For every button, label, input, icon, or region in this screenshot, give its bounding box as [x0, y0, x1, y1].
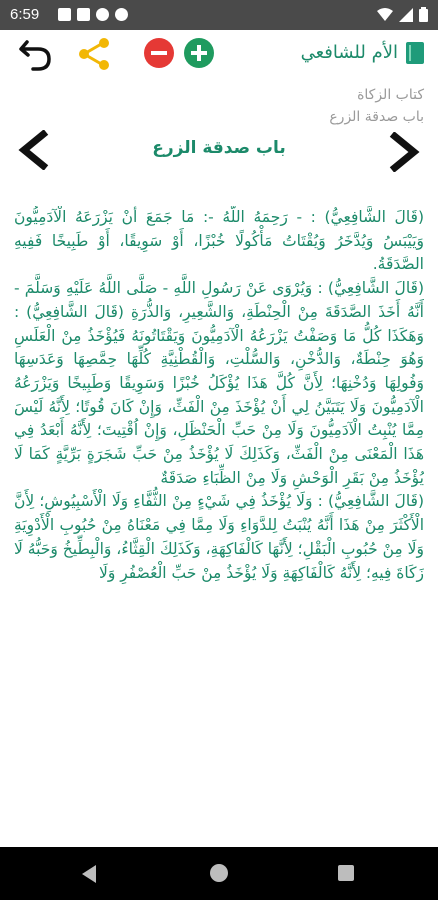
undo-icon[interactable]: [18, 36, 54, 72]
app-notification-icon: [77, 8, 90, 21]
next-chapter-icon[interactable]: [386, 132, 420, 172]
chapter-navigation: [0, 130, 438, 174]
notification-icons: [58, 8, 128, 21]
download-icon: [115, 8, 128, 21]
app-title: الأم للشافعي: [300, 42, 398, 63]
signal-icon: [399, 8, 413, 22]
status-time: 6:59: [10, 6, 40, 23]
status-bar: [0, 0, 438, 30]
minus-icon: [144, 38, 174, 68]
recent-apps-icon[interactable]: [338, 865, 354, 881]
breadcrumb-chapter[interactable]: باب صدقة الزرع: [329, 109, 424, 125]
chapter-title: باب صدقة الزرع: [152, 138, 286, 158]
text-paragraph: (قَالَ الشَّافِعِيُّ) : وَيُرْوَى عَنْ رَسُولِ اللَّهِ - صَلَّى اللَّهُ عَلَيْهِ وَسَلَّمَ - أَنَّهُ أَخَذَ الصَّدَقَةَ مِنْ الْحِنْطَةِ، وَالشَّعِيرِ، وَالذُّرَةِ (قَالَ الشَّافِعِيُّ) : وَهَكَذَا كُلُّ مَا وَصَفْتُ يَزْرَعُهُ الْآدَمِيُّونَ وَيَقْتَاتُونَهُ فَيُؤْخَذُ مِنْ الْعَلَسِ وَهُوَ حِنْطَةٌ، وَالدُّخْنِ، وَالسُّلْتِ، وَالْقُطْنِيَّةِ كُلِّهَا حِمَّصِهَا وَعَدَسِهَا وَفُولِهَا وَدُخْنِهَا؛ لِأَنَّ كُلَّ هَذَا يُؤْكَلُ خُبْزًا وَسَوِيقًا وَطَبِيخًا وَيَزْرَعُهُ الْآدَمِيُّونَ وَلَا يَتَبَيَّنُ لِي أَنْ يُؤْخَذَ مِنْ الْفَثِّ، وَإِنْ كَانَ قُوتًا؛ لِأَنَّهُ لَيْسَ مِمَّا يُنْبِتُ الْآدَمِيُّونَ وَلَا مِنْ حَبِّ الْحَنْظَلِ، وَإِنْ اُقْتِيتَ؛ لِأَنَّهُ أَبْعَدُ فِي هَذَا الْمَعْنَى مِنْ الْفَثِّ، وَكَذَلِكَ لَا يُؤْخَذُ مِنْ حَبِّ شَجَرَةٍ بَرِّيَّةٍ كَمَا لَا يُؤْخَذُ مِنْ بَقَرِ الْوَحْشِ وَلَا مِنْ الظِّبَاءِ صَدَقَةٌ: [14, 279, 424, 487]
plus-icon: [184, 38, 214, 68]
system-navigation-bar: [0, 847, 438, 900]
system-icons: [377, 7, 428, 22]
share-icon[interactable]: [76, 36, 112, 72]
text-paragraph: (قَالَ الشَّافِعِيُّ) : - رَحِمَهُ اللَّهُ -: مَا جَمَعَ أَنْ يَزْرَعَهُ الْآدَمِيُّونَ وَيَيْبَسُ وَيُدَّخَرُ وَيُقْتَاتُ مَأْكُولًا خُبْزًا، أَوْ سَوِيقًا، أَوْ طَبِيخًا فَفِيهِ الصَّدَقَةُ.: [14, 208, 424, 274]
breadcrumb: [329, 84, 424, 128]
app-bar: [0, 30, 438, 78]
text-paragraph: (قَالَ الشَّافِعِيُّ) : وَلَا يُؤْخَذُ فِي شَيْءٍ مِنْ الثُّفَّاءِ وَلَا الْأَسْبِيُوشِ؛ لِأَنَّ الْأَكْثَرَ مِنْ هَذَا أَنَّهُ يُنْبَتُ لِلدَّوَاءِ وَلَا مِمَّا فِي مَعْنَاهُ مِنْ حُبُوبِ الْأَدْوِيَةِ وَلَا مِنْ حُبُوبِ الْبَقْلِ؛ لِأَنَّهَا كَالْفَاكِهَةِ، وَكَذَلِكَ الْقِثَّاءُ، وَالْبِطِّيخُ وَحَبُّهُ لَا زَكَاةَ فِيهِ؛ لِأَنَّهُ كَالْفَاكِهَةِ وَلَا يُؤْخَذُ مِنْ حَبِّ الْعُصْفُرِ وَلَا: [14, 492, 424, 582]
wifi-icon: [377, 8, 393, 22]
home-icon[interactable]: [210, 864, 228, 882]
book-icon: [406, 42, 424, 64]
back-icon[interactable]: [82, 865, 96, 883]
battery-icon: [419, 7, 428, 22]
sync-icon: [96, 8, 109, 21]
gallery-icon: [58, 8, 71, 21]
book-text: [14, 206, 424, 836]
zoom-in-button[interactable]: [184, 38, 214, 68]
zoom-out-button[interactable]: [144, 38, 174, 68]
breadcrumb-book[interactable]: كتاب الزكاة: [357, 87, 424, 103]
